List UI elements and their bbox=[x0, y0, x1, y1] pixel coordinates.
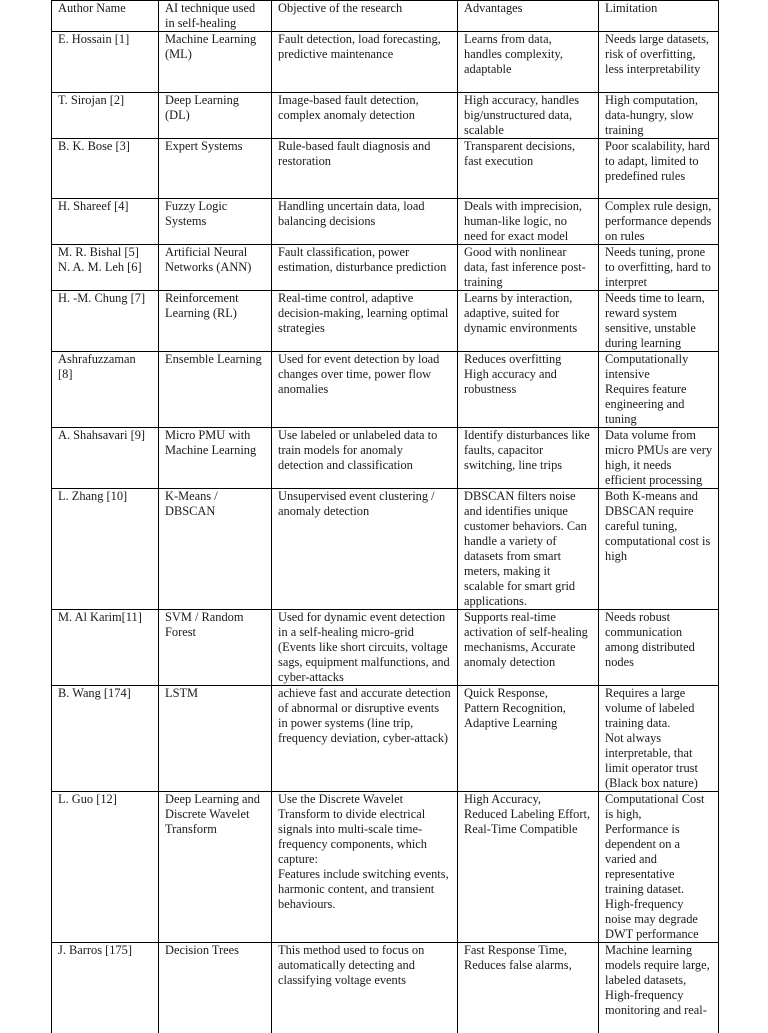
technique-cell: Reinforcement Learning (RL) bbox=[159, 291, 272, 352]
limitation-item: Computationally intensive bbox=[605, 352, 689, 381]
author-cell: M. Al Karim[11] bbox=[52, 610, 159, 686]
objective-item: Features include switching events, harmonic content, and transient behaviours. bbox=[278, 867, 449, 911]
table-row bbox=[52, 199, 719, 245]
advantage-item: Adaptive Learning bbox=[464, 716, 558, 730]
header-ai-technique: AI technique used in self-healing bbox=[159, 1, 272, 32]
advantages-cell bbox=[458, 792, 599, 943]
objective-cell: achieve fast and accurate detection of abnormal or disruptive events in power systems (line trip, frequency deviation, cyber-attack) bbox=[272, 686, 458, 792]
limitation-cell: Needs tuning, prone to overfitting, hard to interpret bbox=[599, 245, 719, 291]
advantages-cell: DBSCAN filters noise and identifies unique customer behaviors. Can handle a variety of datasets from smart meters, making it scalable for smart grid applications. bbox=[458, 489, 599, 610]
table-row bbox=[52, 245, 719, 291]
advantages-cell: Transparent decisions, fast execution bbox=[458, 139, 599, 199]
table-header-row bbox=[52, 1, 719, 32]
objective-cell: Fault classification, power estimation, disturbance prediction bbox=[272, 245, 458, 291]
limitation-cell: Needs time to learn, reward system sensitive, unstable during learning bbox=[599, 291, 719, 352]
table-row bbox=[52, 139, 719, 199]
limitation-cell: Needs large datasets, risk of overfitting, less interpretability bbox=[599, 32, 719, 93]
objective-cell: This method used to focus on automatically detecting and classifying voltage events bbox=[272, 943, 458, 1033]
advantages-cell: Deals with imprecision, human-like logic, no need for exact model bbox=[458, 199, 599, 245]
author-cell: L. Guo [12] bbox=[52, 792, 159, 943]
author-name: N. A. M. Leh [6] bbox=[58, 260, 142, 274]
table-row bbox=[52, 489, 719, 610]
objective-cell: Image-based fault detection, complex anomaly detection bbox=[272, 93, 458, 139]
technique-cell: Deep Learning (DL) bbox=[159, 93, 272, 139]
header-author-name: Author Name bbox=[52, 1, 159, 32]
table-row bbox=[52, 610, 719, 686]
objective-item: Use the Discrete Wavelet Transform to divide electrical signals into multi-scale time-frequency components, which capture: bbox=[278, 792, 427, 866]
table-row bbox=[52, 943, 719, 1033]
advantages-cell: Identify disturbances like faults, capacitor switching, line trips bbox=[458, 428, 599, 489]
technique-cell: SVM / Random Forest bbox=[159, 610, 272, 686]
advantage-item: Pattern Recognition, bbox=[464, 701, 566, 715]
author-cell: J. Barros [175] bbox=[52, 943, 159, 1033]
limitation-cell: Poor scalability, hard to adapt, limited to predefined rules bbox=[599, 139, 719, 199]
technique-cell: Expert Systems bbox=[159, 139, 272, 199]
advantages-cell: Good with nonlinear data, fast inference post-training bbox=[458, 245, 599, 291]
technique-cell: Deep Learning and Discrete Wavelet Transform bbox=[159, 792, 272, 943]
author-name: M. R. Bishal [5] bbox=[58, 245, 139, 259]
advantage-item: High Accuracy, bbox=[464, 792, 541, 806]
advantage-item: Reduces false alarms, bbox=[464, 958, 572, 972]
technique-cell: Decision Trees bbox=[159, 943, 272, 1033]
author-cell: L. Zhang [10] bbox=[52, 489, 159, 610]
technique-cell: Fuzzy Logic Systems bbox=[159, 199, 272, 245]
limitation-item: Requires feature engineering and tuning bbox=[605, 382, 687, 426]
limitation-cell: Needs robust communication among distributed nodes bbox=[599, 610, 719, 686]
advantages-cell: Supports real-time activation of self-healing mechanisms, Accurate anomaly detection bbox=[458, 610, 599, 686]
technique-cell: Ensemble Learning bbox=[159, 352, 272, 428]
limitation-item: Machine learning models require large, labeled datasets, bbox=[605, 943, 710, 987]
advantage-item: Quick Response, bbox=[464, 686, 548, 700]
advantage-item: Reduces overfitting bbox=[464, 352, 562, 366]
objective-cell: Fault detection, load forecasting, predictive maintenance bbox=[272, 32, 458, 93]
limitation-cell: Data volume from micro PMUs are very high, it needs efficient processing bbox=[599, 428, 719, 489]
advantages-cell bbox=[458, 352, 599, 428]
header-advantages: Advantages bbox=[458, 1, 599, 32]
technique-cell: Artificial Neural Networks (ANN) bbox=[159, 245, 272, 291]
limitation-item: High-frequency noise may degrade DWT performance bbox=[605, 897, 699, 941]
author-cell: E. Hossain [1] bbox=[52, 32, 159, 93]
author-cell bbox=[52, 245, 159, 291]
limitation-item: Requires a large volume of labeled training data. bbox=[605, 686, 695, 730]
limitation-item: Performance is dependent on a varied and representative training dataset. bbox=[605, 822, 685, 896]
advantage-item: Reduced Labeling Effort, bbox=[464, 807, 591, 821]
author-cell: B. Wang [174] bbox=[52, 686, 159, 792]
technique-cell: Machine Learning (ML) bbox=[159, 32, 272, 93]
limitation-cell bbox=[599, 792, 719, 943]
author-cell: H. Shareef [4] bbox=[52, 199, 159, 245]
objective-cell: Unsupervised event clustering / anomaly detection bbox=[272, 489, 458, 610]
technique-cell: LSTM bbox=[159, 686, 272, 792]
limitation-item: Computational Cost is high, bbox=[605, 792, 705, 821]
literature-review-table bbox=[51, 0, 719, 1033]
objective-cell: Used for event detection by load changes over time, power flow anomalies bbox=[272, 352, 458, 428]
advantage-item: High accuracy and robustness bbox=[464, 367, 557, 396]
advantage-item: Fast Response Time, bbox=[464, 943, 567, 957]
advantages-cell: Learns from data, handles complexity, adaptable bbox=[458, 32, 599, 93]
table-row bbox=[52, 428, 719, 489]
objective-cell: Handling uncertain data, load balancing decisions bbox=[272, 199, 458, 245]
author-cell: H. -M. Chung [7] bbox=[52, 291, 159, 352]
author-cell: A. Shahsavari [9] bbox=[52, 428, 159, 489]
limitation-cell bbox=[599, 686, 719, 792]
author-cell: Ashrafuzzaman [8] bbox=[52, 352, 159, 428]
objective-cell: Use labeled or unlabeled data to train models for anomaly detection and classification bbox=[272, 428, 458, 489]
advantages-cell bbox=[458, 686, 599, 792]
limitation-item: High-frequency monitoring and real- bbox=[605, 988, 707, 1017]
table-row bbox=[52, 352, 719, 428]
objective-cell: Rule-based fault diagnosis and restoration bbox=[272, 139, 458, 199]
table-row bbox=[52, 93, 719, 139]
limitation-cell: Complex rule design, performance depends on rules bbox=[599, 199, 719, 245]
table-row bbox=[52, 792, 719, 943]
table-row bbox=[52, 291, 719, 352]
limitation-cell: Both K-means and DBSCAN require careful tuning, computational cost is high bbox=[599, 489, 719, 610]
objective-cell: Real-time control, adaptive decision-making, learning optimal strategies bbox=[272, 291, 458, 352]
technique-cell: Micro PMU with Machine Learning bbox=[159, 428, 272, 489]
advantages-cell bbox=[458, 943, 599, 1033]
limitation-cell bbox=[599, 943, 719, 1033]
limitation-cell bbox=[599, 352, 719, 428]
author-cell: T. Sirojan [2] bbox=[52, 93, 159, 139]
table-row bbox=[52, 686, 719, 792]
header-objective: Objective of the research bbox=[272, 1, 458, 32]
technique-cell: K-Means / DBSCAN bbox=[159, 489, 272, 610]
objective-cell bbox=[272, 792, 458, 943]
advantage-item: Real-Time Compatible bbox=[464, 822, 578, 836]
header-limitation: Limitation bbox=[599, 1, 719, 32]
limitation-cell: High computation, data-hungry, slow training bbox=[599, 93, 719, 139]
table-row bbox=[52, 32, 719, 93]
author-cell: B. K. Bose [3] bbox=[52, 139, 159, 199]
advantages-cell: High accuracy, handles big/unstructured data, scalable bbox=[458, 93, 599, 139]
limitation-item: Not always interpretable, that limit operator trust (Black box nature) bbox=[605, 731, 698, 790]
advantages-cell: Learns by interaction, adaptive, suited for dynamic environments bbox=[458, 291, 599, 352]
objective-cell: Used for dynamic event detection in a self-healing micro-grid (Events like short circuits, voltage sags, equipment malfunctions, and cyber-attacks bbox=[272, 610, 458, 686]
